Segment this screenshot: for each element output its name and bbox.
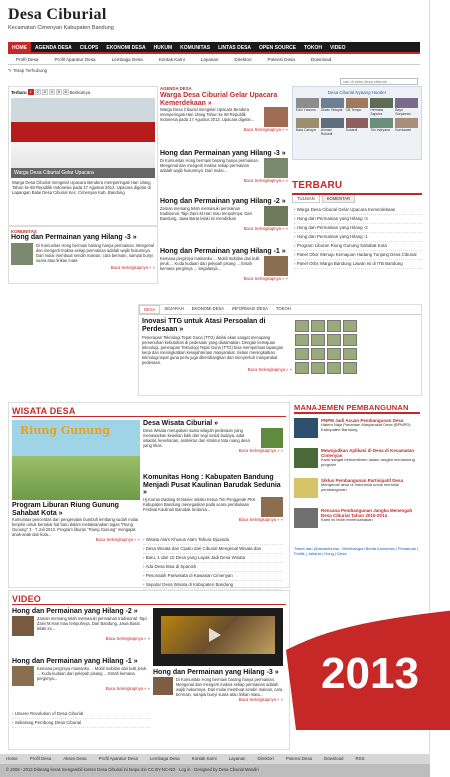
fan-item[interactable]	[296, 98, 319, 116]
video-item-title[interactable]: Hong dan Permainan yang Hilang -2 »	[12, 608, 138, 615]
slider-image[interactable]	[11, 98, 155, 178]
list-item[interactable]: › Panel Orbs Warga Bandung Lawan Isi di ITB Bandung	[294, 260, 422, 269]
agenda-item-read-more-link[interactable]: Baca Selengkapnya » »	[243, 127, 288, 132]
manajemen-item	[294, 448, 420, 478]
manajemen-item	[294, 508, 420, 542]
video-item-read-more-link[interactable]: Baca Selengkapnya » »	[105, 635, 150, 641]
video-item-text: Kemana pergimya mainanku ... Mobil mobilan dari kulit jeruk ... Kuda kudaan dari pelepah pisang ... Entah kemana pergimya...	[37, 665, 147, 681]
ttg-image	[295, 362, 309, 374]
ttg-image	[327, 334, 341, 346]
subnav-item-kontak-kami[interactable]: Kontak Kami	[158, 57, 185, 62]
ttg-image-grid[interactable]	[295, 320, 357, 374]
agenda-item-thumbnail[interactable]	[264, 206, 288, 226]
nav-item-hukum[interactable]: HUKUM	[153, 45, 173, 51]
wisata-feature-text: Komunitas pencerdas dan pengenalan bumbuh lembang sudah mulai berpikir untuk bertukar hal baru dalam melaksanakan tugas "Riung Gunung" 3 - 7 Juli 2013. Program liburan "Riung Gunung" mengajak anak-anak dari kota...	[12, 517, 139, 537]
slider-page-2[interactable]: 2	[36, 89, 39, 94]
wisata-article	[143, 420, 283, 474]
slider-text: Warga Desa Ciburial mengelar Upacara Bendera memperingati Hari Ulang Tahun ke 68 Republik Indonesia pada 17 Agustus 2013. Upacara digelar di Lapangan Balai Desa Ciburial Kec. Cimenyan Kab. Bandung	[12, 180, 151, 195]
footer-copyright: © 2008 - 2013 Dilarang keras mengambil konten Desa Ciburial ini tanpa izin CC BY-NC-ND · Log in · Designed by Desa Ciburial Mandiri	[0, 764, 430, 777]
video-player[interactable]	[153, 608, 283, 666]
subnav-item-lembaga-desa[interactable]: Lembaga Desa	[111, 57, 143, 62]
tab-ekonomi-desa[interactable]: EKONOMI DESA	[191, 306, 225, 311]
footer-link-download[interactable]: Download	[323, 756, 344, 761]
nav-item-home[interactable]: HOME	[8, 42, 31, 52]
komunitas-title[interactable]: Hong dan Permainan yang Hilang -3 »	[11, 234, 137, 241]
agenda-item-title[interactable]: Hong dan Permainan yang Hilang -1 »	[160, 248, 286, 255]
site-subtitle: Kecamatan Cimenyan Kabupaten Bandung	[8, 25, 114, 31]
footer-link-direktori[interactable]: Direktori	[257, 756, 274, 761]
tab-tokoh[interactable]: TOKOH	[275, 306, 291, 311]
footer-navigation	[0, 754, 430, 764]
facebook-widget	[292, 86, 422, 160]
nav-item-cilops[interactable]: CILOPS	[79, 45, 99, 51]
tab-bar	[139, 305, 421, 315]
facebook-fan-grid	[296, 98, 418, 136]
fan-name: Sunardi	[345, 128, 358, 132]
manajemen-item-thumbnail[interactable]	[294, 508, 318, 528]
agenda-item-text: Di Komunitas Hong bermain barang hanya permainan. Mengenal dan mengerti makna setiap permainan adalah wajib hukumnya. Dari mulai...	[160, 157, 259, 173]
agenda-item-title[interactable]: Hong dan Permainan yang Hilang -2 »	[160, 198, 286, 205]
ribbon-year: 2013	[321, 649, 419, 698]
avatar	[296, 98, 319, 108]
newsbar-label: Tetap Terhubung	[13, 68, 48, 73]
fan-name: Edhi Yuwono	[296, 108, 316, 112]
fan-name: Kurniawati	[395, 128, 412, 132]
komunitas-block	[8, 226, 158, 284]
fan-item[interactable]	[370, 118, 393, 136]
avatar	[321, 98, 344, 108]
latest-posts-list	[292, 206, 422, 269]
footer-link-kontak-kami[interactable]: Kontak Kami	[191, 756, 217, 761]
year-ribbon	[286, 610, 450, 730]
manajemen-title: MANAJEMEN PEMBANGUNAN	[294, 404, 420, 414]
avatar	[395, 98, 418, 108]
ttg-image	[295, 334, 309, 346]
agenda-item	[160, 150, 288, 198]
facebook-widget-title[interactable]: Desa Ciburial Nyaang Hunder	[327, 90, 387, 95]
wisata-article-thumbnail[interactable]	[261, 428, 283, 448]
fan-name: Tilo Indryana	[370, 128, 390, 132]
wisata-article-text: Desa Wisata merupakan suatu wilayah pedesaan yang menawarkan keaslian baik dari segi sosial budaya, adat istiadat, keseharian, arsitektur dan struktur tata ruang desa yang khas.	[143, 427, 250, 448]
tab-sejarah[interactable]: SEJARAH	[164, 306, 184, 311]
subnav-item-potensi-desa[interactable]: Potensi Desa	[267, 57, 295, 62]
slider-page-5[interactable]: 5	[57, 89, 60, 94]
tab-informasi-desa[interactable]: INFORMASI DESA	[232, 306, 268, 311]
avatar	[346, 118, 369, 128]
nav-item-agenda-desa[interactable]: AGENDA DESA	[35, 45, 72, 51]
fan-item[interactable]	[321, 98, 344, 116]
agenda-item-title[interactable]: Warga Desa Ciburial Gelar Upacara Kemerdekaan »	[160, 92, 278, 107]
fan-name: CB Tempo	[345, 108, 362, 112]
ttg-image	[311, 348, 325, 360]
video-main-title[interactable]: Hong dan Permainan yang Hilang -3 »	[153, 669, 279, 676]
manajemen-item	[294, 478, 420, 508]
ttg-image	[327, 348, 341, 360]
komunitas-label: KOMUNITAS	[11, 229, 37, 234]
wisata-list	[143, 536, 283, 590]
agenda-item-text: Warga Desa Ciburial mengelar Upacara Bendera memperingati Hari Ulang Tahun ke 68 Republik Indonesia pada 17 Agustus 2013. Upacara digelar...	[160, 107, 254, 122]
ttg-image	[311, 334, 325, 346]
wisata-read-more-link[interactable]: Baca Selengkapnya » »	[95, 537, 140, 542]
ttg-image	[311, 320, 325, 332]
slider-next-link[interactable]: Berikutnya	[69, 89, 90, 95]
footer-link-layanan[interactable]: Layanan	[228, 756, 246, 761]
wisata-article-title[interactable]: Desa Wisata Ciburial »	[143, 420, 219, 427]
nav-item-ekonomi-desa[interactable]: EKONOMI DESA	[106, 45, 146, 51]
ttg-image	[343, 334, 357, 346]
video-item	[12, 658, 150, 710]
agenda-label: AGENDA DESA	[160, 86, 192, 91]
list-item[interactable]: › Hong dan Permainan yang Hilang -3	[294, 215, 422, 224]
tab-tulisan[interactable]: TULISAN	[292, 195, 320, 203]
agenda-item	[160, 198, 288, 248]
fan-name: Bayu Suryaman	[395, 108, 411, 116]
manajemen-item-text: Mengenali desa di Indonesia untuk memulai pembangunan	[321, 482, 400, 492]
video-item-read-more-link[interactable]: Baca Selengkapnya » »	[105, 685, 150, 691]
video-item-title[interactable]: Hong dan Permainan yang Hilang -1 »	[12, 658, 138, 665]
agenda-item-thumbnail[interactable]	[264, 158, 288, 178]
agenda-item-read-more-link[interactable]: Baca Selengkapnya » »	[243, 177, 288, 183]
manajemen-item-title[interactable]: Rencana Pembangunan Jangka Menengah Desa Ciburial Tahun 2010-2014	[321, 508, 413, 518]
agenda-item	[160, 248, 288, 298]
video-item-thumbnail[interactable]	[12, 666, 34, 686]
fan-item[interactable]	[346, 98, 369, 116]
avatar	[395, 118, 418, 128]
list-item[interactable]: › Seputar Desa Wisata di Kabupaten Bandung	[143, 581, 283, 590]
subnav-item-layanan[interactable]: Layanan	[200, 57, 219, 62]
banner-title: Riung Gunung	[20, 424, 110, 437]
footer-link-potensi-desa[interactable]: Potensi Desa	[285, 756, 312, 761]
agenda-item-read-more-link[interactable]: Baca Selengkapnya » »	[243, 225, 288, 231]
video-item-thumbnail[interactable]	[12, 616, 34, 636]
play-icon[interactable]	[209, 628, 221, 642]
wisata-article-read-more-link[interactable]: Baca Selengkapnya » »	[238, 516, 283, 522]
twitter-feed[interactable]: Tweet dari @desaciburial : Membangun Berita Indonesia | Persatuan | Politik | Jakarta | Hong | Desa	[294, 546, 419, 556]
search-input[interactable]	[340, 78, 418, 85]
subnav-item-download[interactable]: Download	[310, 57, 332, 62]
tabbed-articles	[138, 304, 422, 396]
wisata-article-text: Hj.Kurnia Dadang M.Nasier selaku Ketua Tim Penggerak PKK Kabupaten Bandung menegaskan pada acara pembukaan Festival Kaulinan Barudak Sedunia...	[143, 496, 256, 512]
ttg-read-more-link[interactable]: Baca Selengkapnya » »	[247, 367, 292, 372]
featured-slider	[8, 86, 158, 226]
ttg-article-title[interactable]: Inovasi TTG untuk Atasi Persoalan di Perdesaan »	[142, 318, 266, 333]
agenda-item-text: Kemana pergimya mainanku ... Mobil mobilan dari kulit jeruk ... Kuda kudaan dari pelepah pisang ... Entah kemana pergimya ... Segalanya...	[160, 255, 260, 271]
footer-link-akses-desa[interactable]: Akses Desa	[63, 756, 87, 761]
video-main-thumbnail[interactable]	[153, 677, 173, 695]
nav-item-lintas-desa[interactable]: LINTAS DESA	[218, 45, 252, 51]
sub-navigation	[8, 55, 420, 65]
fan-item[interactable]	[321, 118, 344, 136]
ttg-image	[295, 320, 309, 332]
manajemen-item-text: Hatem Naja Panantan Masyarakat Desa (BPMPD) Kabupaten Bandung	[321, 422, 411, 432]
fan-item[interactable]	[395, 98, 418, 116]
list-item[interactable]: › Hong dan Permainan yang Hilang -2	[294, 224, 422, 233]
fan-name: Ahmad Ruhanil	[320, 128, 333, 136]
ttg-article-text: Penerapan Teknologi Tepat Guna (TTG) dinilai akan sangat menopang pemenuhan kebutuhan di pedesaan yang diutamakan. Dengan kemajuan teknologi, penerapan Teknologi Tepat Guna (TTG) bisa memperluas lapangan kerja dan meningkatkan kesejahteraan masyarakat. Selain meningkatkan teknologi tepat guna perlu juga dikembangkan dan menyentuh masyarakat pedesaan.	[142, 335, 284, 365]
wisata-article-thumbnail[interactable]	[261, 497, 283, 517]
avatar	[296, 118, 319, 128]
terbaru-title: TERBARU	[292, 180, 343, 191]
komunitas-thumbnail[interactable]	[11, 243, 33, 265]
nav-item-open-source[interactable]: OPEN SOURCE	[259, 45, 296, 51]
fan-name: Gilwin Hidayat	[320, 108, 343, 112]
video-item-text: Zaman memang telah memasuki permainan tradisional. Tapi Zaini M.Hari mau tempuhnya. Dari Bandung, Jawa Barat lelaki ini...	[37, 615, 147, 631]
fan-name: Hermaw Saputra	[370, 108, 384, 116]
agenda-item	[160, 92, 288, 150]
list-item[interactable]: › Warga Desa Ciburial Gelar Upacara Kemerdekaan	[294, 206, 422, 215]
terbaru-widget	[292, 180, 422, 290]
manajemen-item-thumbnail[interactable]	[294, 478, 318, 498]
fan-item[interactable]	[346, 118, 369, 136]
agenda-item-thumbnail[interactable]	[264, 107, 288, 127]
agenda-item-thumbnail[interactable]	[264, 256, 288, 276]
wisata-article	[143, 474, 283, 536]
tab-desa[interactable]: DESA	[139, 305, 160, 314]
ttg-image	[327, 320, 341, 332]
video-title: VIDEO	[12, 594, 286, 605]
slider-label: Terbaru	[11, 89, 27, 95]
list-item[interactable]: › Panel Obor Menuju Kemajuan Hadang Tunjang Desa Ciburial	[294, 251, 422, 260]
footer-link-home[interactable]: Home	[6, 756, 18, 761]
wisata-desa-section	[8, 402, 290, 588]
nav-item-video[interactable]: VIDEO	[329, 45, 346, 51]
nav-item-tokoh[interactable]: TOKOH	[304, 45, 322, 51]
komunitas-read-more-link[interactable]: Baca Selengkapnya » »	[110, 265, 155, 270]
avatar	[321, 118, 344, 128]
avatar	[346, 98, 369, 108]
wisata-article-title[interactable]: Komunitas Hong : Kabupaten Bandung Menjadi Pusat Kaulinan Barudak Sedunia »	[143, 474, 281, 496]
manajemen-item-thumbnail[interactable]	[294, 448, 318, 468]
video-list	[12, 710, 150, 728]
manajemen-item-thumbnail[interactable]	[294, 418, 318, 438]
slider-pager	[9, 87, 157, 97]
ttg-image	[343, 348, 357, 360]
list-item[interactable]: › Hong dan Permainan yang Hilang -1	[294, 233, 422, 242]
slider-page-4[interactable]: 4	[50, 89, 53, 94]
manajemen-item	[294, 418, 420, 448]
ttg-image	[343, 320, 357, 332]
manajemen-item-title[interactable]: Mewujudkan Aplikasi di Desa di Kecamatan Cimenyan	[321, 448, 415, 458]
video-item	[12, 608, 150, 658]
riung-gunung-banner[interactable]	[12, 420, 140, 500]
terbaru-tabs	[292, 193, 422, 203]
agenda-item-read-more-link[interactable]: Baca Selengkapnya » »	[243, 275, 288, 281]
footer-link-profil-desa[interactable]: Profil Desa	[29, 756, 52, 761]
fan-item[interactable]	[395, 118, 418, 136]
agenda-item-text: Zaman memang telah memasuki permainan tradisional. Tapi Zaini M.Hari mau tempuhnya. Dari Bandung, Jawa Barat lelaki ini mendirikan	[160, 205, 252, 221]
footer-link-profil-aparatur[interactable]: Profil Aparatur Desa	[98, 756, 138, 761]
video-main-text: Di Komunitas Hong bermain barang hanya permainan. Mengenal dan mengerti makna setiap permainan adalah wajib hukumnya. Dari mulai membuat sendiri mainan, cara bermain, sampai bunyi suara atau lirikan mata...	[176, 676, 283, 697]
manajemen-item-text: Kami ini telah merencanakan	[321, 517, 373, 522]
subnav-item-profil-aparatur[interactable]: Profil Aparatur Desa	[54, 57, 96, 62]
list-item[interactable]: › Program Liburan Riung Gunung Sahabat Kota	[294, 242, 422, 251]
slider-page-6[interactable]: 6	[64, 89, 67, 94]
manajemen-item-title[interactable]: Siklus Pembangunan Partisipatif Desa	[321, 478, 404, 483]
avatar	[370, 118, 393, 128]
agenda-item-title[interactable]: Hong dan Permainan yang Hilang -3 »	[160, 150, 286, 157]
manajemen-section	[292, 402, 422, 602]
list-item[interactable]: › Baru, 1 dari 10 Desa yang Layak Jadi Desa Wisata	[143, 554, 283, 563]
subnav-item-profil-desa[interactable]: Profil Desa	[16, 57, 39, 62]
wisata-desa-title: WISATA DESA	[12, 406, 286, 417]
fan-item[interactable]	[370, 98, 393, 116]
footer-link-lembaga-desa[interactable]: Lembaga Desa	[149, 756, 180, 761]
list-item[interactable]: › Desa Wisata dan Cipalu dari Ciburial Mengenal Wisata dan	[143, 545, 283, 554]
manajemen-item-title[interactable]: PNPM Jadi Acuan Pembangunan Desa	[321, 418, 404, 423]
slider-caption[interactable]: Warga Desa Ciburial Gelar Upacara	[11, 168, 155, 178]
subnav-item-direktori[interactable]: Direktori	[234, 57, 252, 62]
footer-link-rss[interactable]: RSS	[355, 756, 365, 761]
list-item[interactable]: › Ada Desa Bisa di Spanish	[143, 563, 283, 572]
wisata-feature-title[interactable]: Program Liburan Riung Gunung Sahabat Kota »	[12, 502, 119, 517]
ttg-image	[343, 362, 357, 374]
site-title[interactable]: Desa Ciburial	[8, 6, 107, 23]
ttg-image	[295, 348, 309, 360]
list-item[interactable]: › Pesonalah Pariwisata di Kawasan Cimenyan	[143, 572, 283, 581]
slider-page-3[interactable]: 3	[43, 89, 46, 94]
list-item[interactable]: › Sekarang Pembong Desa Ciburial	[12, 719, 150, 728]
ttg-image	[311, 362, 325, 374]
ttg-image	[327, 362, 341, 374]
list-item[interactable]: › Wisata Alam Khusus Alam Tahura Djuanda	[143, 536, 283, 545]
video-main-read-more-link[interactable]: Baca Selengkapnya » »	[238, 696, 283, 702]
tab-komentar[interactable]: KOMENTAR	[322, 195, 355, 203]
agenda-column	[160, 86, 288, 296]
fan-item[interactable]	[296, 118, 319, 136]
manajemen-item-text: Kami sangat berkomitmen dalam rangka mendukung program	[321, 457, 415, 467]
pin-icon: ✎	[8, 68, 12, 73]
video-section	[8, 590, 290, 750]
main-navigation	[8, 42, 420, 54]
list-item[interactable]: › Unsere Revolution of Desa Ciburial	[12, 710, 150, 719]
site-header	[8, 6, 408, 40]
wisata-article-read-more-link[interactable]: Baca Selengkapnya » »	[238, 447, 283, 453]
fan-name: Bata Cahaya	[296, 128, 316, 132]
nav-item-komunitas[interactable]: KOMUNITAS	[180, 45, 211, 51]
avatar	[370, 98, 393, 108]
newsbar	[8, 67, 420, 75]
slider-page-1[interactable]: 1	[29, 89, 32, 94]
komunitas-text: Di Komunitas Hong bermain barang hanya permainan. Mengenal dan mengerti makna setiap permainan adalah wajib hukumnya. Dari mulai membuat sendiri mainan, cara bermain, sampai bunyi suara atau lirikan mata	[36, 243, 155, 263]
